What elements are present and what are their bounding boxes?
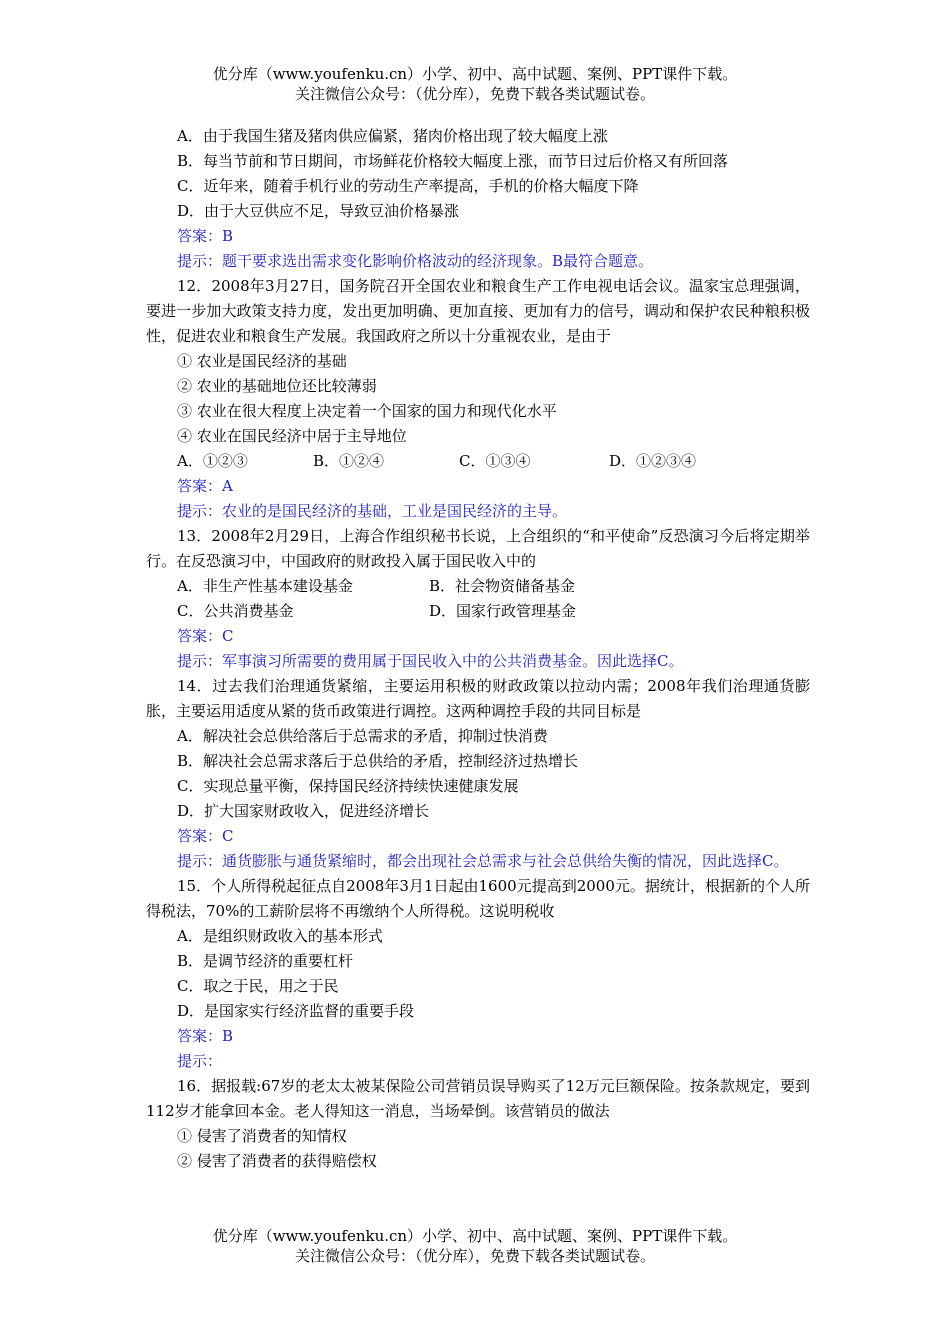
option-c: C．公共消费基金 <box>177 602 294 620</box>
question-stem: 13．2008年2月29日，上海合作组织秘书长说，上合组织的“和平使命”反恐演习今后将定期举行。在反恐演习中，中国政府的财政投入属于国民收入中的 <box>146 527 810 570</box>
option-d: D．国家行政管理基金 <box>429 602 577 620</box>
statement-2: ② 农业的基础地位还比较薄弱 <box>177 377 377 395</box>
footer-line-2: 关注微信公众号：（优分库），免费下载各类试题试卷。 <box>294 1247 655 1265</box>
answer: 答案：C <box>177 627 234 645</box>
statement-1: ① 农业是国民经济的基础 <box>177 352 347 370</box>
question-stem: 14．过去我们治理通货紧缩，主要运用积极的财政政策以拉动内需；2008年我们治理通货膨胀，主要运用适度从紧的货币政策进行调控。这两种调控手段的共同目标是 <box>146 677 810 720</box>
option-d: D．①②③④ <box>609 452 697 470</box>
option-a: A．解决社会总供给落后于总需求的矛盾，抑制过快消费 <box>177 727 548 745</box>
option-c: C．①③④ <box>459 452 531 470</box>
option-c: C．实现总量平衡，保持国民经济持续快速健康发展 <box>177 777 519 795</box>
options-row-1 <box>146 574 810 599</box>
hint: 提示：农业的是国民经济的基础，工业是国民经济的主导。 <box>177 502 568 520</box>
option-b: B．是调节经济的重要杠杆 <box>177 952 354 970</box>
page-footer <box>0 1226 950 1266</box>
statement-4: ④ 农业在国民经济中居于主导地位 <box>177 427 407 445</box>
option-b: B．社会物资储备基金 <box>429 577 576 595</box>
page-header <box>0 64 950 104</box>
question-stem: 16．据报载:67岁的老太太被某保险公司营销员误导购买了12万元巨额保险。按条款规定，要到112岁才能拿回本金。老人得知这一消息，当场晕倒。该营销员的做法 <box>146 1077 810 1120</box>
question-12 <box>146 274 810 524</box>
option-b: B．①②④ <box>313 452 385 470</box>
option-a: A．是组织财政收入的基本形式 <box>177 927 383 945</box>
hint: 提示：军事演习所需要的费用属于国民收入中的公共消费基金。因此选择C。 <box>177 652 684 670</box>
question-14 <box>146 674 810 874</box>
hint: 提示：通货膨胀与通货紧缩时，都会出现社会总需求与社会总供给失衡的情况，因此选择C。 <box>177 852 789 870</box>
question-11 <box>146 124 810 274</box>
header-line-1: 优分库（www.youfenku.cn）小学、初中、高中试题、案例、PPT课件下载。 <box>212 65 738 83</box>
answer: 答案：C <box>177 827 234 845</box>
answer: 答案：B <box>177 1027 234 1045</box>
option-d: D．由于大豆供应不足，导致豆油价格暴涨 <box>177 202 460 220</box>
option-d: D．扩大国家财政收入，促进经济增长 <box>177 802 430 820</box>
answer: 答案：B <box>177 227 234 245</box>
hint: 提示：题干要求选出需求变化影响价格波动的经济现象。B最符合题意。 <box>177 252 654 270</box>
option-c: C．近年来，随着手机行业的劳动生产率提高，手机的价格大幅度下降 <box>177 177 639 195</box>
option-b: B．解决社会总需求落后于总供给的矛盾，控制经济过热增长 <box>177 752 579 770</box>
header-line-2: 关注微信公众号：（优分库），免费下载各类试题试卷。 <box>294 85 655 103</box>
option-c: C．取之于民，用之于民 <box>177 977 339 995</box>
option-d: D．是国家实行经济监督的重要手段 <box>177 1002 415 1020</box>
question-stem: 15．个人所得税起征点自2008年3月1日起由1600元提高到2000元。据统计，根据新的个人所得税法，70%的工薪阶层将不再缴纳个人所得税。这说明税收 <box>146 877 810 920</box>
statement-2: ② 侵害了消费者的获得赔偿权 <box>177 1152 377 1170</box>
option-b: B．每当节前和节日期间，市场鲜花价格较大幅度上涨，而节日过后价格又有所回落 <box>177 152 729 170</box>
question-16 <box>146 1074 810 1174</box>
statement-1: ① 侵害了消费者的知情权 <box>177 1127 347 1145</box>
answer: 答案：A <box>177 477 233 495</box>
options-row-2 <box>146 599 810 624</box>
option-a: A．非生产性基本建设基金 <box>177 577 353 595</box>
document-body <box>146 124 810 1174</box>
question-13 <box>146 524 810 674</box>
footer-line-1: 优分库（www.youfenku.cn）小学、初中、高中试题、案例、PPT课件下载。 <box>212 1227 738 1245</box>
options-row <box>146 449 810 474</box>
hint: 提示： <box>177 1052 223 1070</box>
option-a: A．由于我国生猪及猪肉供应偏紧，猪肉价格出现了较大幅度上涨 <box>177 127 608 145</box>
statement-3: ③ 农业在很大程度上决定着一个国家的国力和现代化水平 <box>177 402 557 420</box>
option-a: A．①②③ <box>177 452 248 470</box>
question-15 <box>146 874 810 1074</box>
question-stem: 12．2008年3月27日，国务院召开全国农业和粮食生产工作电视电话会议。温家宝总理强调，要进一步加大政策支持力度，发出更加明确、更加直接、更加有力的信号，调动和保护农民种粮积极性，促进农业和粮食生产发展。我国政府之所以十分重视农业，是由于 <box>146 277 810 345</box>
